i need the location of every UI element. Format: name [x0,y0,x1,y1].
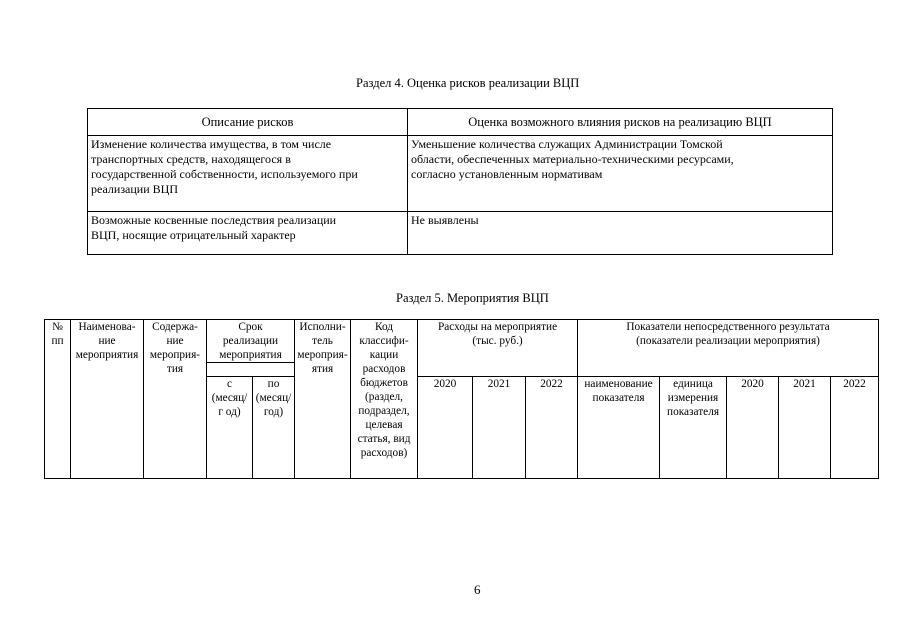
header-text: мероприя- [297,349,348,361]
header-text: ние [166,335,184,347]
header-text: измерения [667,392,719,404]
header-text: Показатели непосредственного результата [626,321,830,333]
header-text: классифи- [359,335,409,347]
section-5-title: Раздел 5. Мероприятия ВЦП [396,291,549,305]
header-text: показателя [667,406,720,418]
risk-assessment-table [87,108,833,255]
page-number: 6 [474,582,481,597]
header-text: мероприятия [219,349,282,361]
events-header-row [45,320,879,363]
header-text: тель [312,335,333,347]
risk-table-header-row [88,109,833,136]
risk-text-line: реализации ВЦП [91,182,178,196]
header-text: расходов) [360,447,408,459]
header-expense-year [473,377,526,479]
header-text: Расходы на мероприятие [437,321,558,333]
header-expenses [418,320,578,377]
header-text: подраздел, [358,405,410,417]
header-text: (месяц/ [211,392,248,404]
risk-impact-cell [408,136,833,212]
header-risk-description: Описание рисков [88,109,408,136]
risk-description-cell [88,212,408,255]
header-indicator-name [578,377,660,479]
impact-text-line: Не выявлены [411,213,479,227]
header-term-from [207,377,253,479]
header-text: показателя [592,392,645,404]
header-text: (тыс. руб.) [472,335,523,347]
header-text: № [52,321,63,333]
risk-text-line: Изменение количества имущества, в том числе [91,137,332,151]
header-text: Код [374,321,394,333]
header-indicator-year [779,377,831,479]
risk-text-line: ВЦП, носящие отрицательный характер [91,228,296,242]
header-indicator-year [727,377,779,479]
header-text: Наименова- [78,321,136,333]
header-risk-impact: Оценка возможного влияния рисков на реализацию ВЦП [408,109,833,136]
header-event-content [144,320,207,479]
risk-text-line: транспортных средств, находящегося в [91,152,291,166]
header-text: 2021 [793,378,816,390]
header-budget-code [351,320,418,479]
risk-impact-cell [408,212,833,255]
header-text: 2021 [487,378,511,390]
header-text: с [226,378,232,390]
header-text: мероприятия [75,349,139,361]
header-term [207,320,295,363]
impact-text-line: согласно установленным нормативам [411,167,603,181]
header-expense-year [418,377,473,479]
header-text: тия [166,363,184,375]
events-table [44,319,879,479]
header-text: пп [51,335,64,347]
header-text: ние [98,335,116,347]
header-text: бюджетов [360,377,408,389]
header-text: год) [263,406,284,418]
risk-text-line: Возможные косвенные последствия реализации [91,213,337,227]
header-indicator-year [831,377,879,479]
risk-text-line: государственной собственности, используемого при [91,167,358,181]
header-text: статья, вид [357,433,411,445]
header-text: ятия [311,363,334,375]
header-term-to [253,377,295,479]
header-executor [295,320,351,479]
header-text: реализации [222,335,279,347]
header-text: (раздел, [365,391,403,403]
header-indicators [578,320,879,377]
header-text: расходов [362,363,406,375]
header-text: 2020 [433,378,457,390]
impact-text-line: Уменьшение количества служащих Администрации Томской [411,137,723,151]
header-text: Срок [238,321,263,333]
header-text: г од) [218,406,241,418]
header-text: мероприя- [149,349,201,361]
header-text: 2022 [843,378,866,390]
header-text: (показатели реализации мероприятия) [636,335,820,347]
header-text: (месяц/ [255,392,292,404]
header-text: кации [369,349,399,361]
header-expense-year [526,377,578,479]
risk-row [88,136,833,212]
header-text: целевая [365,419,403,431]
header-indicator-unit [660,377,727,479]
risk-row [88,212,833,255]
risk-description-cell [88,136,408,212]
header-text: 2020 [741,378,764,390]
header-text: единица [673,378,713,390]
header-number [45,320,71,479]
header-text: 2022 [540,378,563,390]
header-text: по [267,378,280,390]
header-text: наименование [584,378,653,390]
header-text: Исполни- [299,321,346,333]
header-event-name [71,320,144,479]
impact-text-line: области, обеспеченных материально-техническими ресурсами, [411,152,734,166]
section-4-title: Раздел 4. Оценка рисков реализации ВЦП [356,76,580,90]
header-text: Содержа- [152,321,198,333]
